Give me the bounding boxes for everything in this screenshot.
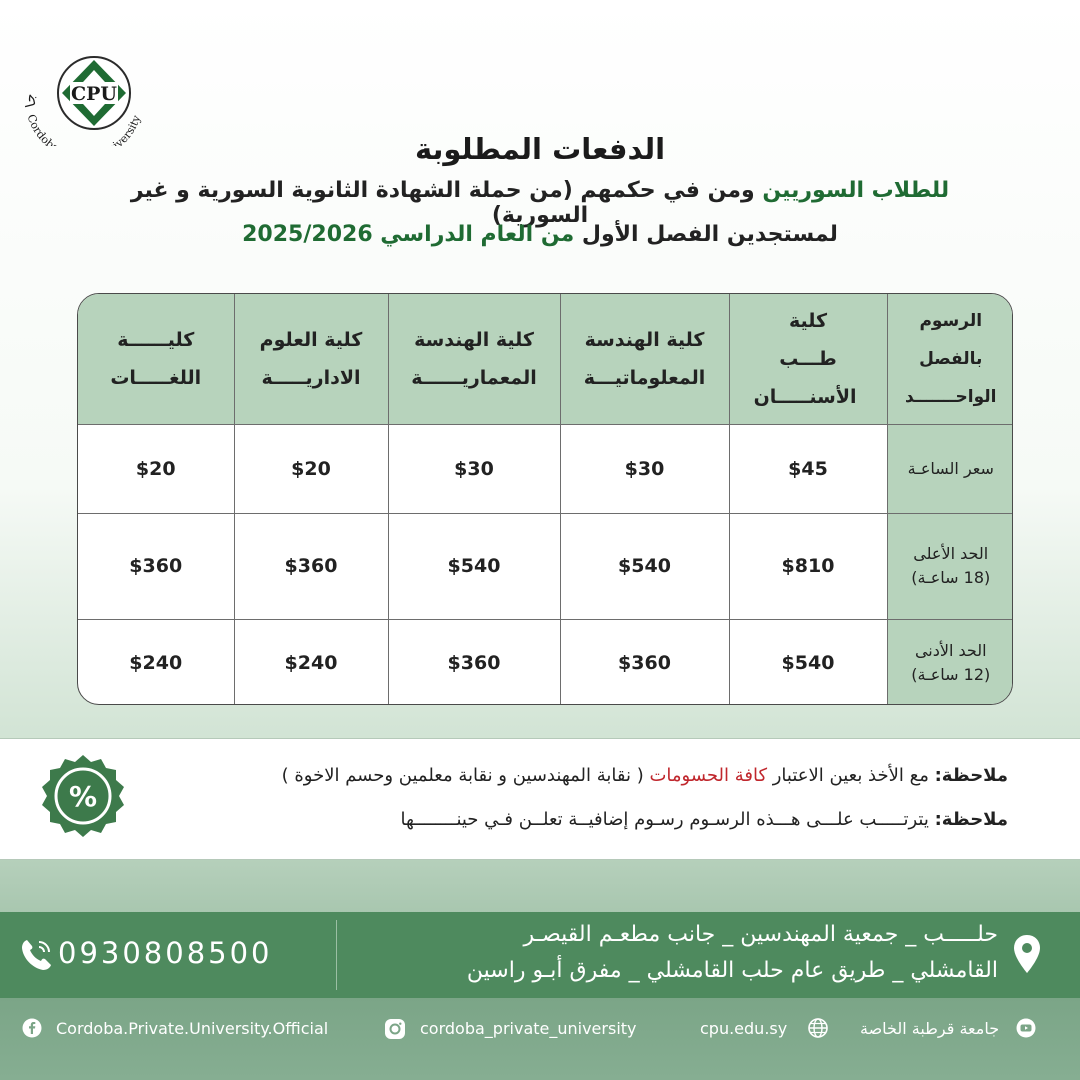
globe-icon	[808, 1018, 828, 1038]
column-header-architecture: كلية الهندسة المعماريــــــة	[388, 294, 560, 424]
table-cell: $540	[729, 619, 887, 705]
phone-number[interactable]: 0930808500	[58, 936, 273, 970]
youtube-channel: جامعة قرطبة الخاصة	[860, 1019, 1000, 1038]
note-text: يترتـــــب علـــى هـــذه الرسـوم رسـوم إضافيــة تعلــن فـي حينــــــــها	[400, 809, 935, 830]
table-cell: $240	[234, 619, 388, 705]
table-cell: $30	[388, 424, 560, 513]
table-cell: $360	[78, 513, 234, 619]
fees-table	[77, 293, 1013, 705]
row-label-min: الحد الأدنى (12 ساعـة)	[887, 619, 1013, 705]
address-qamishli: القامشلي _ طريق عام حلب القامشلي _ مفرق أبـو راسين	[466, 958, 998, 983]
note-text: ( نقابة المهندسين و نقابة معلمين وحسم الاخوة )	[281, 765, 650, 786]
facebook-icon	[22, 1018, 42, 1038]
note-discounts	[138, 765, 1008, 786]
corner-header: الرسوم بالفصل الواحـــــــد	[887, 294, 1013, 424]
logo-english-name: Cordob iversity	[24, 112, 144, 146]
table-cell: $240	[78, 619, 234, 705]
instagram-handle: cordoba_private_university	[420, 1019, 637, 1038]
table-cell: $360	[234, 513, 388, 619]
column-header-informatics: كلية الهندسة المعلوماتيـــة	[560, 294, 729, 424]
row-label-max: الحد الأعلى (18 ساعـة)	[887, 513, 1013, 619]
note-text: مع الأخذ بعين الاعتبار	[767, 765, 935, 786]
note-highlight: كافة الحسومات	[649, 765, 768, 786]
discount-badge-icon	[40, 753, 126, 839]
subtitle-academic-year: من العام الدراسي 2025/2026	[242, 222, 575, 247]
page-title: الدفعات المطلوبة	[414, 132, 666, 166]
column-header-languages: كليــــــة اللغـــــات	[78, 294, 234, 424]
logo-arabic-name: جا	[21, 92, 40, 109]
table-cell: $20	[234, 424, 388, 513]
cpu-logo-icon	[14, 36, 154, 146]
subtitle-line-2	[80, 222, 1000, 247]
youtube-icon	[1016, 1018, 1036, 1038]
note-label: ملاحظة:	[934, 809, 1008, 830]
instagram-icon	[384, 1018, 406, 1040]
subtitle-line-1	[80, 178, 1000, 228]
table-cell: $360	[560, 619, 729, 705]
table-cell: $540	[560, 513, 729, 619]
university-logo	[14, 36, 154, 146]
subtitle-semester: لمستجدين الفصل الأول	[574, 222, 838, 247]
address-aleppo: حلـــــب _ جمعية المهندسين _ جانب مطعـم القيصـر	[523, 922, 998, 947]
badge-symbol: %	[68, 780, 98, 813]
table-cell: $20	[78, 424, 234, 513]
contact-divider	[336, 920, 337, 990]
column-header-administrative: كلية العلوم الاداريـــــة	[234, 294, 388, 424]
facebook-handle: Cordoba.Private.University.Official	[56, 1019, 329, 1038]
table-row	[78, 513, 1013, 619]
subtitle-rest: ومن في حكمهم (من حملة الشهادة الثانوية السورية و غير السورية)	[130, 178, 763, 228]
logo-text: CPU	[71, 83, 117, 105]
column-header-dentistry: كلية طـــب الأسنـــــان	[729, 294, 887, 424]
contact-band	[0, 912, 1080, 998]
note-extra-fees	[138, 809, 1008, 830]
table-header-row	[78, 294, 1013, 424]
notes-band	[0, 738, 1080, 860]
row-label-hour-price: سعر الساعـة	[887, 424, 1013, 513]
phone-icon	[20, 938, 52, 972]
location-pin-icon	[1012, 934, 1042, 974]
website-url: cpu.edu.sy	[700, 1019, 788, 1038]
table-cell: $360	[388, 619, 560, 705]
table-cell: $810	[729, 513, 887, 619]
table-cell: $30	[560, 424, 729, 513]
table-row	[78, 619, 1013, 705]
table-cell: $540	[388, 513, 560, 619]
table-cell: $45	[729, 424, 887, 513]
svg-text:جامعة قرطبة الخاصة	[14, 36, 40, 109]
note-label: ملاحظة:	[934, 765, 1008, 786]
table-row	[78, 424, 1013, 513]
social-band	[0, 998, 1080, 1080]
subtitle-highlight-students: للطلاب السوريين	[762, 178, 950, 203]
